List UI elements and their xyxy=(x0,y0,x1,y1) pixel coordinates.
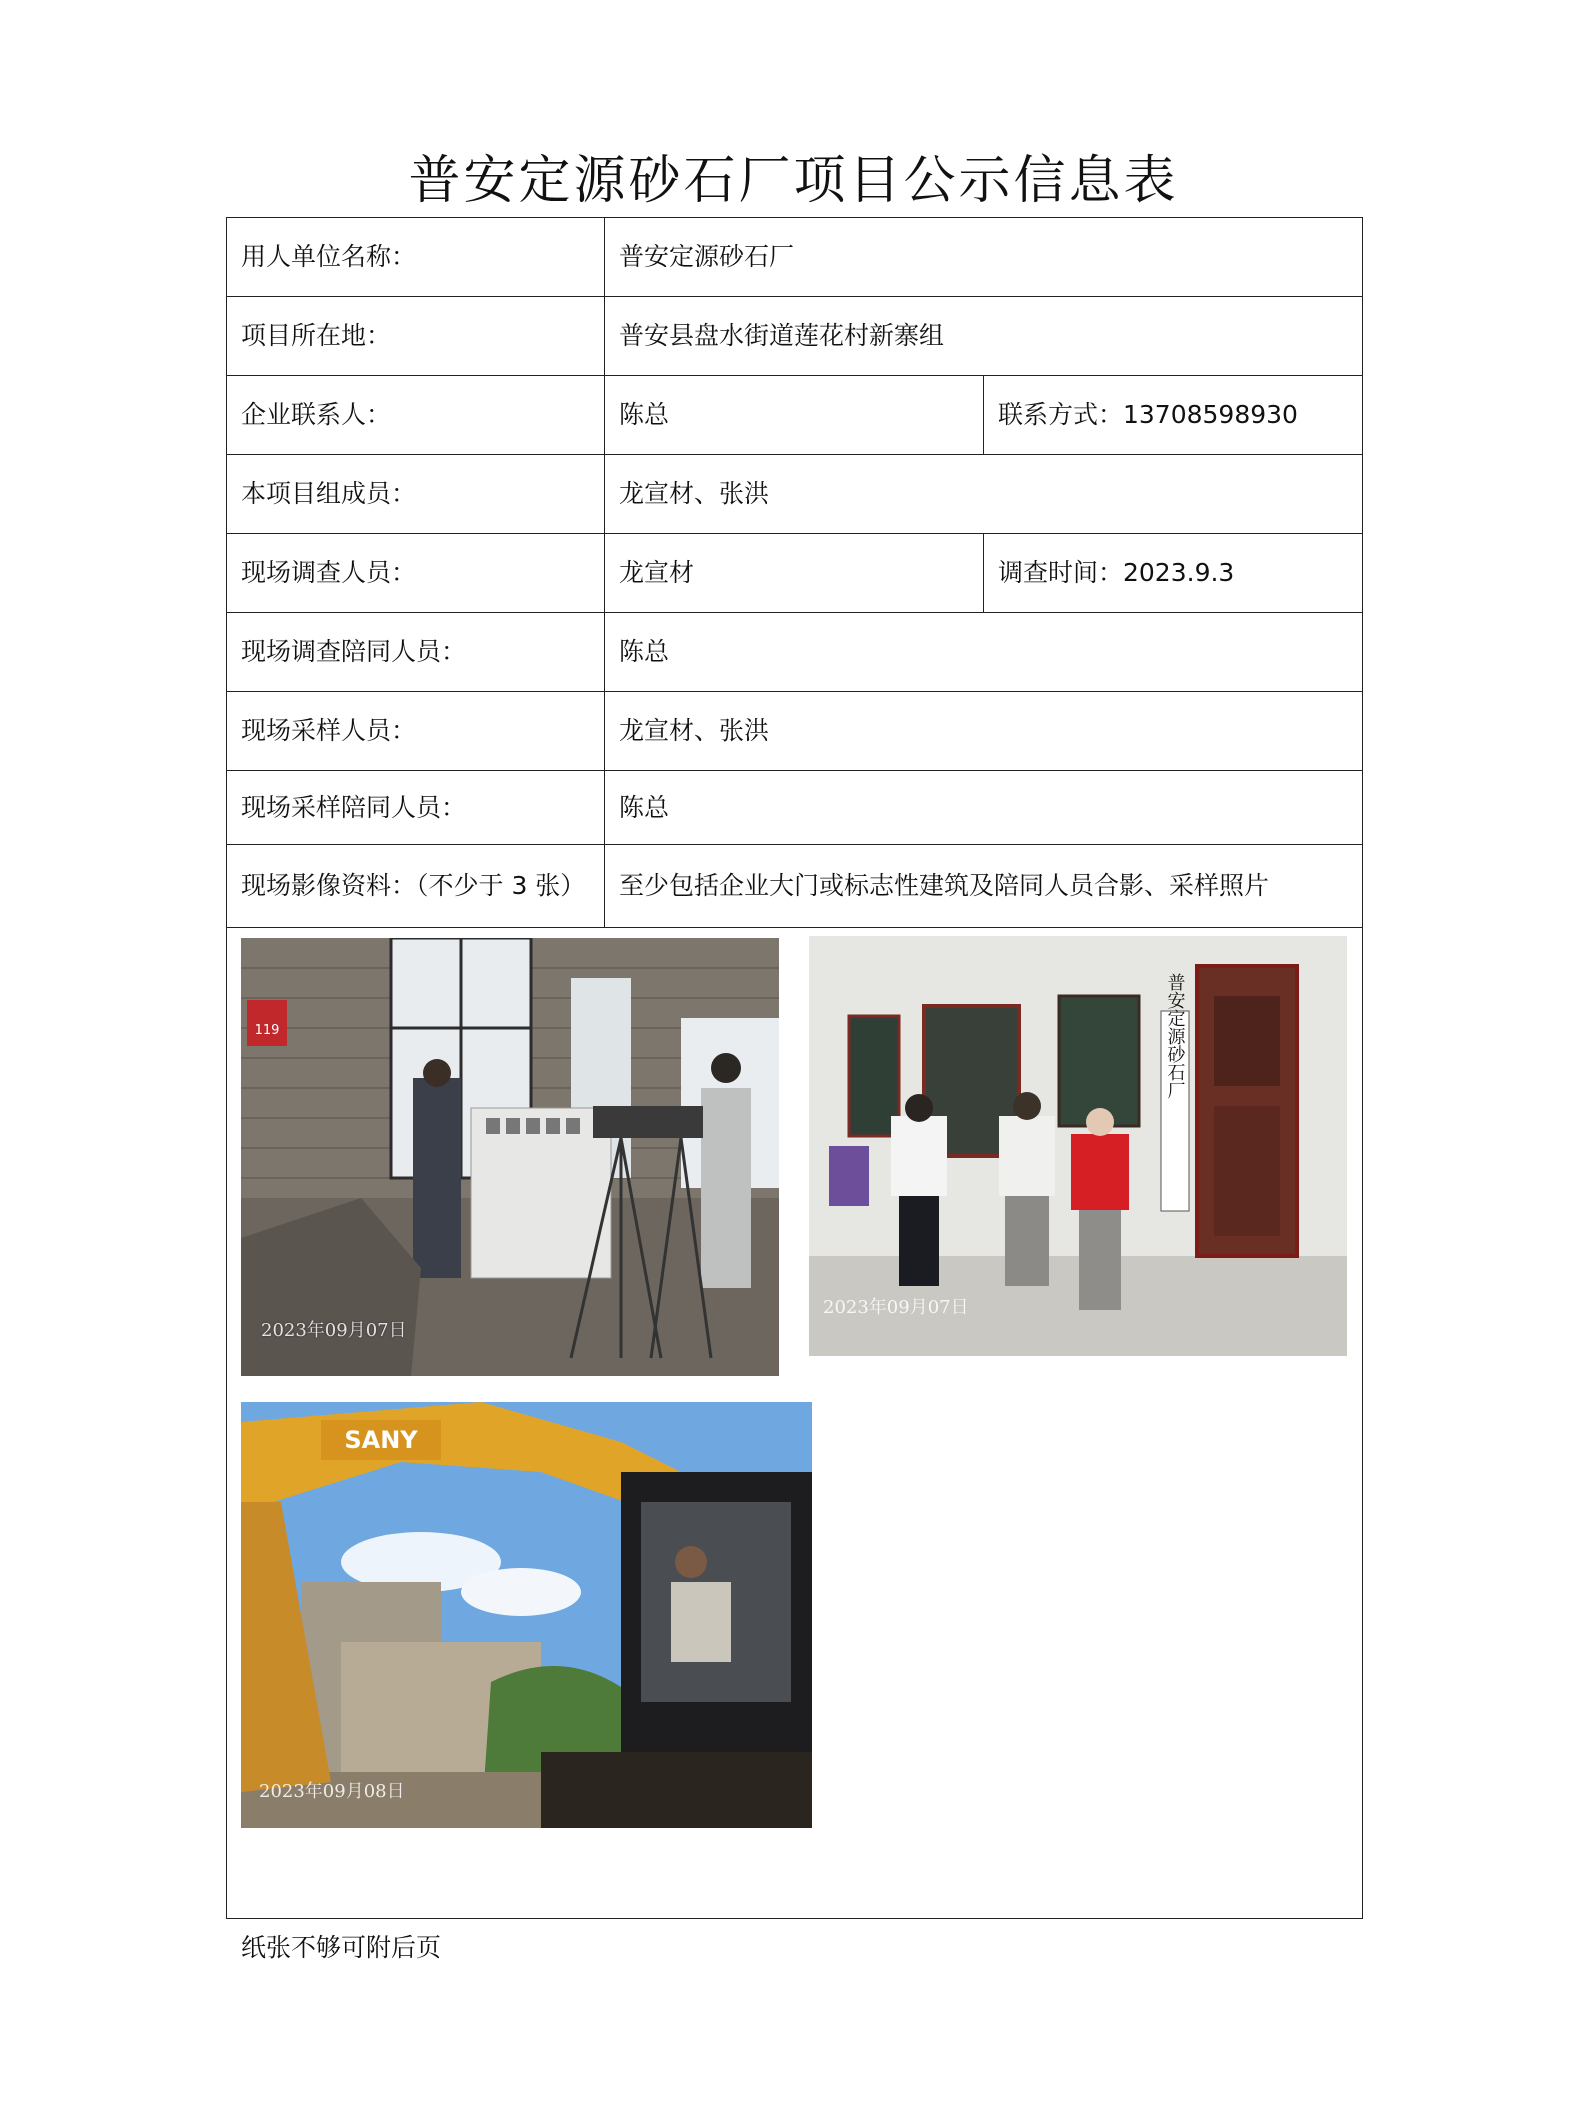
footnote: 纸张不够可附后页 xyxy=(241,1933,442,1962)
sampling-escort-value: 陈总 xyxy=(605,771,1363,845)
photo2-timestamp: 2023年09月07日 xyxy=(823,1297,969,1318)
survey-escort-label: 现场调查陪同人员： xyxy=(227,613,605,692)
group-photo-image xyxy=(809,936,1347,1356)
location-label: 项目所在地： xyxy=(227,297,605,376)
sampling-label: 现场采样人员： xyxy=(227,692,605,771)
sampling-photo-image xyxy=(241,938,779,1376)
sampling-value: 龙宣材、张洪 xyxy=(605,692,1363,771)
photo-area xyxy=(227,928,1363,1919)
unit-value: 普安定源砂石厂 xyxy=(605,218,1363,297)
info-table xyxy=(226,217,1363,1919)
survey-escort-value: 陈总 xyxy=(605,613,1363,692)
group-photo xyxy=(809,936,1347,1356)
gate-sign: 普安定源砂石厂 xyxy=(1164,973,1186,1099)
contact-phone: 联系方式：13708598930 xyxy=(984,376,1363,455)
page-title: 普安定源砂石厂项目公示信息表 xyxy=(408,151,1179,211)
sign-119: 119 xyxy=(254,1023,280,1038)
photo3-timestamp: 2023年09月08日 xyxy=(259,1781,405,1802)
contact-label: 企业联系人： xyxy=(227,376,605,455)
survey-label: 现场调查人员： xyxy=(227,534,605,613)
media-value: 至少包括企业大门或标志性建筑及陪同人员合影、采样照片 xyxy=(605,845,1363,928)
sampling-photo xyxy=(241,938,779,1376)
contact-value: 陈总 xyxy=(605,376,984,455)
sampling-escort-label: 现场采样陪同人员： xyxy=(227,771,605,845)
excavator-brand: SANY xyxy=(344,1426,418,1454)
members-label: 本项目组成员： xyxy=(227,455,605,534)
survey-value: 龙宣材 xyxy=(605,534,984,613)
media-label: 现场影像资料：（不少于 3 张） xyxy=(227,845,605,928)
excavator-photo xyxy=(241,1402,812,1828)
unit-label: 用人单位名称： xyxy=(227,218,605,297)
location-value: 普安县盘水街道莲花村新寨组 xyxy=(605,297,1363,376)
survey-date: 调查时间：2023.9.3 xyxy=(984,534,1363,613)
members-value: 龙宣材、张洪 xyxy=(605,455,1363,534)
excavator-photo-image xyxy=(241,1402,812,1828)
photo1-timestamp: 2023年09月07日 xyxy=(261,1320,407,1341)
